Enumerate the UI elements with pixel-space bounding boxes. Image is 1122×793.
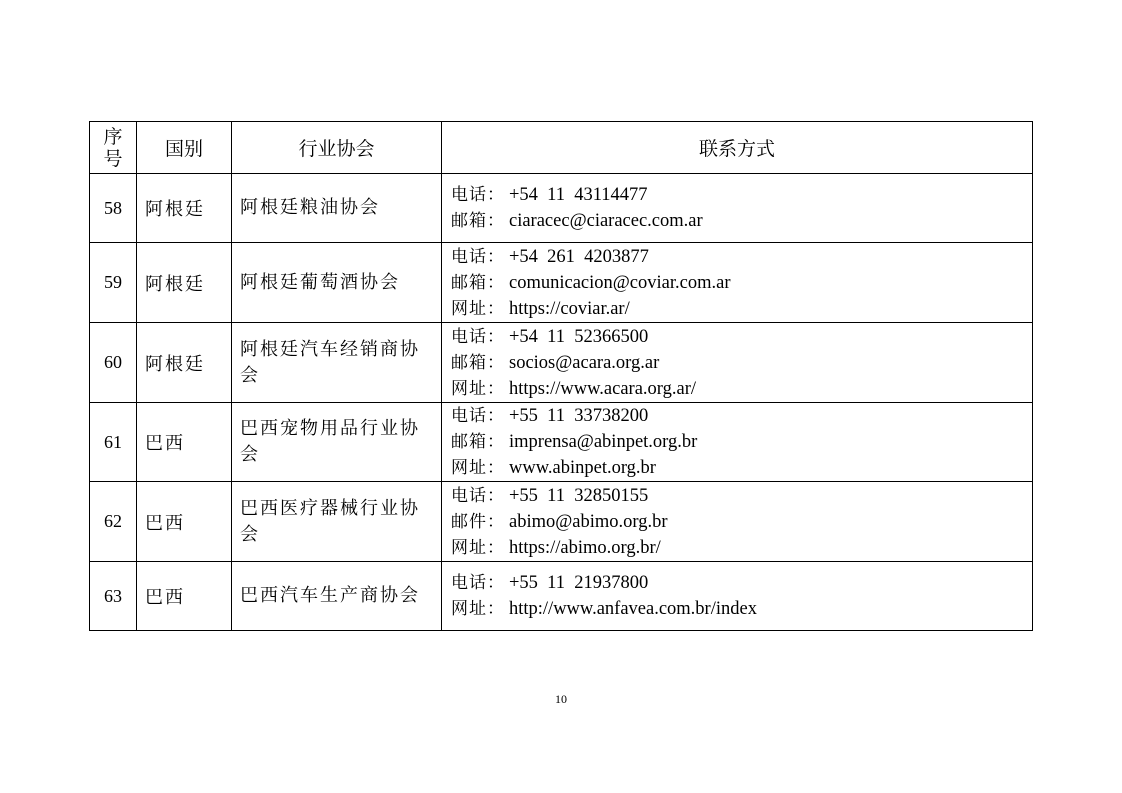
contact-label: 邮件： <box>451 511 505 532</box>
contact-label: 邮箱： <box>451 211 505 231</box>
row-country: 阿根廷 <box>137 174 232 243</box>
row-contact <box>442 562 1033 631</box>
row-country: 阿根廷 <box>137 323 232 403</box>
table-row <box>90 323 1033 403</box>
table-row <box>90 403 1033 482</box>
header-association: 行业协会 <box>232 122 442 174</box>
contact-label: 电话： <box>451 326 505 347</box>
row-number: 60 <box>90 323 137 403</box>
row-country: 巴西 <box>137 482 232 562</box>
row-association: 巴西宠物用品行业协会 <box>232 403 442 482</box>
contact-line <box>451 182 1032 208</box>
row-association: 阿根廷葡萄酒协会 <box>232 243 442 323</box>
header-contact: 联系方式 <box>442 122 1033 174</box>
association-table <box>89 121 1033 631</box>
contact-value: https://coviar.ar/ <box>509 298 630 319</box>
row-contact <box>442 174 1033 243</box>
contact-label: 网址： <box>451 298 505 319</box>
contact-line <box>451 350 1032 376</box>
row-association: 阿根廷粮油协会 <box>232 174 442 243</box>
contact-value: socios@acara.org.ar <box>509 352 660 373</box>
contact-line <box>451 483 1032 509</box>
contact-label: 电话： <box>451 185 505 205</box>
contact-value: http://www.anfavea.com.br/index <box>509 599 757 619</box>
row-association: 阿根廷汽车经销商协会 <box>232 323 442 403</box>
table-row <box>90 482 1033 562</box>
row-number: 59 <box>90 243 137 323</box>
row-number: 63 <box>90 562 137 631</box>
contact-line <box>451 429 1032 455</box>
contact-label: 网址： <box>451 599 505 619</box>
contact-line <box>451 535 1032 561</box>
contact-value: +54 261 4203877 <box>509 246 649 267</box>
contact-value: comunicacion@coviar.com.ar <box>509 272 731 293</box>
contact-line <box>451 455 1032 481</box>
contact-line <box>451 296 1032 322</box>
contact-value: imprensa@abinpet.org.br <box>509 432 698 452</box>
row-number: 58 <box>90 174 137 243</box>
contact-value: ciaracec@ciaracec.com.ar <box>509 211 703 231</box>
header-no-line2: 号 <box>103 147 123 170</box>
row-association: 巴西医疗器械行业协会 <box>232 482 442 562</box>
row-country: 阿根廷 <box>137 243 232 323</box>
contact-line <box>451 376 1032 402</box>
contact-line <box>451 403 1032 429</box>
page-number: 10 <box>555 692 567 706</box>
row-country: 巴西 <box>137 562 232 631</box>
contact-line <box>451 596 1032 622</box>
contact-value: +55 11 33738200 <box>509 406 649 426</box>
row-association: 巴西汽车生产商协会 <box>232 562 442 631</box>
table-body <box>90 174 1033 631</box>
table-header-row <box>90 122 1033 174</box>
contact-label: 邮箱： <box>451 352 505 373</box>
contact-label: 网址： <box>451 378 505 399</box>
contact-label: 电话： <box>451 246 505 267</box>
contact-line <box>451 324 1032 350</box>
row-contact <box>442 403 1033 482</box>
table-row <box>90 562 1033 631</box>
row-contact <box>442 243 1033 323</box>
table-row <box>90 243 1033 323</box>
contact-value: +54 11 52366500 <box>509 326 649 347</box>
contact-label: 电话： <box>451 573 505 593</box>
contact-value: https://www.acara.org.ar/ <box>509 378 696 399</box>
row-country: 巴西 <box>137 403 232 482</box>
contact-label: 网址： <box>451 458 505 478</box>
contact-label: 电话： <box>451 485 505 506</box>
contact-line <box>451 244 1032 270</box>
contact-line <box>451 509 1032 535</box>
contact-line <box>451 208 1032 234</box>
row-contact <box>442 323 1033 403</box>
row-number: 62 <box>90 482 137 562</box>
row-number: 61 <box>90 403 137 482</box>
contact-value: https://abimo.org.br/ <box>509 537 661 558</box>
header-no <box>90 122 137 174</box>
contact-value: www.abinpet.org.br <box>509 458 656 478</box>
header-no-line1: 序 <box>103 125 123 148</box>
contact-value: +54 11 43114477 <box>509 185 648 205</box>
contact-label: 网址： <box>451 537 505 558</box>
contact-label: 电话： <box>451 406 505 426</box>
contact-line <box>451 570 1032 596</box>
row-contact <box>442 482 1033 562</box>
contact-label: 邮箱： <box>451 432 505 452</box>
contact-label: 邮箱： <box>451 272 505 293</box>
contact-value: abimo@abimo.org.br <box>509 511 668 532</box>
contact-value: +55 11 21937800 <box>509 573 649 593</box>
table-row <box>90 174 1033 243</box>
contact-line <box>451 270 1032 296</box>
contact-value: +55 11 32850155 <box>509 485 649 506</box>
header-country: 国别 <box>137 122 232 174</box>
